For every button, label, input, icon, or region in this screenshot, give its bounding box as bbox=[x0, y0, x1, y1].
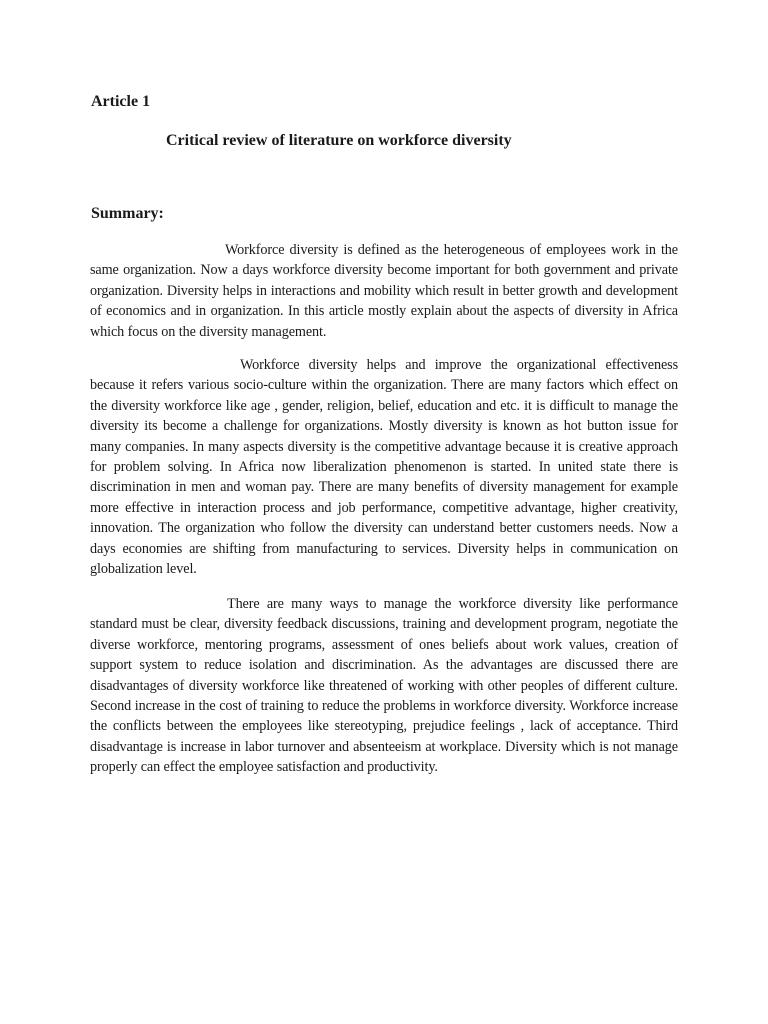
summary-heading: Summary: bbox=[91, 205, 164, 222]
article-title: Critical review of literature on workforce diversity bbox=[166, 132, 512, 149]
article-label: Article 1 bbox=[91, 93, 151, 110]
summary-paragraph-2: Workforce diversity helps and improve the organizational effectiveness because it refers various socio-culture within the organization. There are many factors which effect on the diversity workforce like age , gender, religion, belief, education and etc. it is difficult to manage the diversity its become a challenge for organizations. Mostly diversity is known as hot button issue for many companies. In many aspects diversity is the competitive advantage because it is creative approach for problem solving. In Africa now liberalization phenomenon is started. In united state there is discrimination in men and woman pay. There are many benefits of diversity management for example more effective in interaction process and job performance, competitive advantage, higher creativity, innovation. The organization who follow the diversity can understand better customers needs. Now a days economies are shifting from manufacturing to services. Diversity helps in communication on globalization level. bbox=[90, 357, 678, 578]
summary-paragraph-1: Workforce diversity is defined as the heterogeneous of employees work in the same organization. Now a days workforce diversity become important for both government and private organization. Diversity helps in interactions and mobility which result in better growth and development of economics and in organization. In this article mostly explain about the aspects of diversity in Africa which focus on the diversity management. bbox=[90, 242, 678, 340]
summary-paragraph-3: There are many ways to manage the workforce diversity like performance standard must be clear, diversity feedback discussions, training and development program, negotiate the diverse workforce, mentoring programs, assessment of ones beliefs about work values, creation of support system to reduce isolation and discrimination. As the advantages are discussed there are disadvantages of diversity workforce like threatened of working with other peoples of different culture. Second increase in the cost of training to reduce the problems in workforce diversity. Workforce increase the conflicts between the employees like stereotyping, prejudice feelings , lack of acceptance. Third disadvantage is increase in labor turnover and absenteeism at workplace. Diversity which is not manage properly can effect the employee satisfaction and productivity. bbox=[90, 596, 678, 776]
